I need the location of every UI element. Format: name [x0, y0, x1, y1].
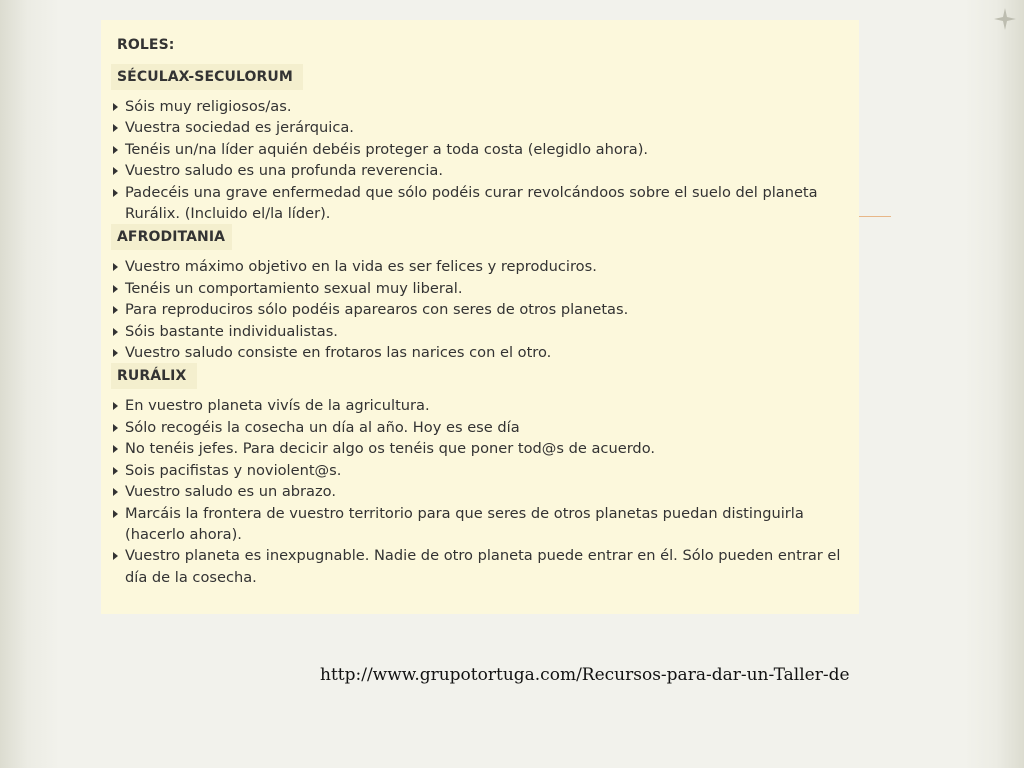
list-item: Vuestro saludo es un abrazo.: [111, 481, 859, 502]
source-url[interactable]: http://www.grupotortuga.com/Recursos-para-dar-un-Taller-de: [320, 665, 850, 685]
bullet-arrow-icon: [113, 167, 118, 175]
bullet-arrow-icon: [113, 552, 118, 560]
bullet-arrow-icon: [113, 488, 118, 496]
roles-title: ROLES:: [117, 37, 175, 53]
section-title: AFRODITANIA: [117, 229, 226, 246]
bullet-arrow-icon: [113, 146, 118, 154]
list-item: Sóis muy religiosos/as.: [111, 96, 859, 117]
decorative-divider: [859, 216, 891, 217]
roles-panel: [101, 20, 859, 614]
bullet-arrow-icon: [113, 306, 118, 314]
bullet-arrow-icon: [113, 402, 118, 410]
bullet-arrow-icon: [113, 424, 118, 432]
list-item: Vuestra sociedad es jerárquica.: [111, 117, 859, 138]
bullet-arrow-icon: [113, 445, 118, 453]
list-item: Padecéis una grave enfermedad que sólo podéis curar revolcándoos sobre el suelo del planeta Rurálix. (Incluido el/la líder).: [111, 182, 855, 225]
bullet-arrow-icon: [113, 103, 118, 111]
list-item: Sóis bastante individualistas.: [111, 321, 859, 342]
section-list-seculax: [111, 96, 859, 224]
bullet-arrow-icon: [113, 510, 118, 518]
section-list-afroditania: [111, 256, 859, 363]
list-item: Vuestro saludo es una profunda reverencia.: [111, 160, 859, 181]
section-list-ruralix: [111, 395, 859, 588]
list-item: No tenéis jefes. Para decicir algo os tenéis que poner tod@s de acuerdo.: [111, 438, 859, 459]
section-title: RURÁLIX: [117, 368, 187, 385]
bullet-arrow-icon: [113, 349, 118, 357]
list-item: Tenéis un/na líder aquién debéis proteger a toda costa (elegidlo ahora).: [111, 139, 859, 160]
list-item: Para reproduciros sólo podéis aparearos con seres de otros planetas.: [111, 299, 859, 320]
list-item: Marcáis la frontera de vuestro territorio para que seres de otros planetas puedan distinguirla (hacerlo ahora).: [111, 503, 855, 546]
section-header-afroditania: [111, 224, 232, 250]
section-header-ruralix: [111, 363, 197, 389]
list-item: Vuestro saludo consiste en frotaros las narices con el otro.: [111, 342, 859, 363]
section-header-seculax: [111, 64, 303, 90]
list-item: Vuestro máximo objetivo en la vida es ser felices y reproduciros.: [111, 256, 859, 277]
list-item: Tenéis un comportamiento sexual muy liberal.: [111, 278, 859, 299]
bullet-arrow-icon: [113, 328, 118, 336]
bullet-arrow-icon: [113, 189, 118, 197]
bullet-arrow-icon: [113, 124, 118, 132]
bullet-arrow-icon: [113, 285, 118, 293]
list-item: Sois pacifistas y noviolent@s.: [111, 460, 859, 481]
bullet-arrow-icon: [113, 263, 118, 271]
list-item: Sólo recogéis la cosecha un día al año. Hoy es ese día: [111, 417, 859, 438]
list-item: Vuestro planeta es inexpugnable. Nadie de otro planeta puede entrar en él. Sólo pueden entrar el día de la cosecha.: [111, 545, 855, 588]
four-point-star-icon: [994, 8, 1016, 30]
bullet-arrow-icon: [113, 467, 118, 475]
list-item: En vuestro planeta vivís de la agricultura.: [111, 395, 859, 416]
section-title: SÉCULAX-SECULORUM: [117, 69, 293, 85]
